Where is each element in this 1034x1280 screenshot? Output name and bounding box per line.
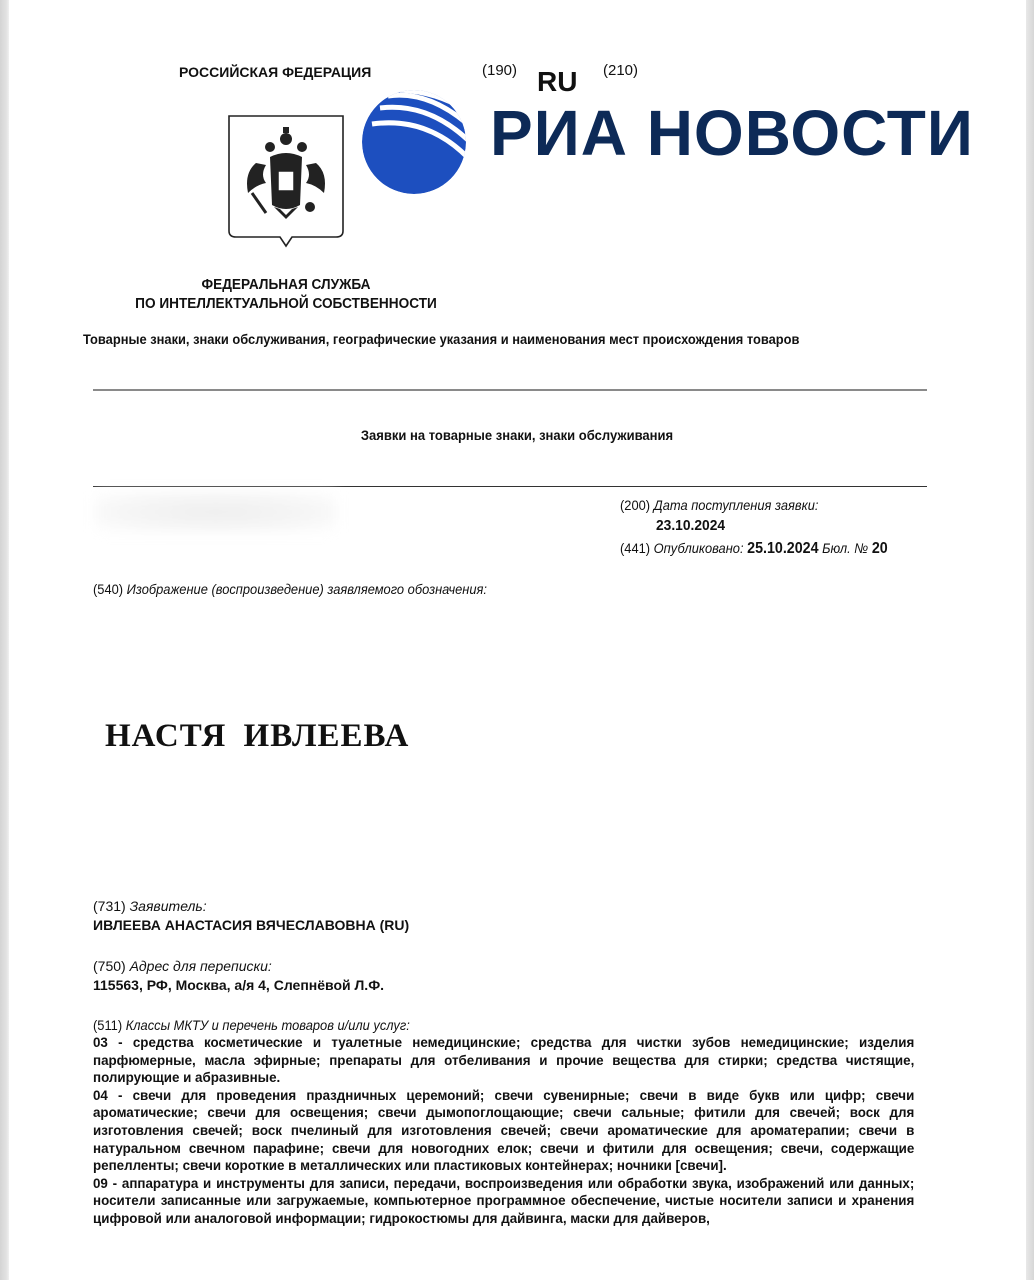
page-edge-left <box>0 0 9 1280</box>
russian-coat-of-arms-icon <box>226 113 346 249</box>
bulletin-number: 20 <box>871 540 888 557</box>
page-edge-right <box>1026 0 1034 1280</box>
country-heading: РОССИЙСКАЯ ФЕДЕРАЦИЯ <box>179 64 372 80</box>
field-code-750: (750) <box>93 958 126 974</box>
field-code-540: (540) <box>93 581 124 597</box>
field-code-200: (200) <box>620 497 651 513</box>
agency-name <box>92 276 479 314</box>
class-item-09: 09 - аппаратура и инструменты для записи, передачи, воспроизведения или обработки звука, изображений или данных; носители записанные или загружаемые, компьютерное программное обеспечение, чистые носители записи и хранения цифровой или аналоговой информации; гидрокостюмы для дайвинга, маски для дайверов, <box>93 1174 915 1226</box>
classes-label <box>93 1017 410 1033</box>
classes-caption: Классы МКТУ и перечень товаров и/или услуг: <box>125 1017 410 1033</box>
filing-date-label <box>620 497 818 513</box>
field-code-210: (210) <box>603 62 639 79</box>
ria-novosti-watermark: РИА НОВОСТИ <box>490 97 974 169</box>
publication-info <box>620 540 888 558</box>
address-caption: Адрес для переписки: <box>129 958 272 974</box>
filing-date-caption: Дата поступления заявки: <box>653 497 819 513</box>
country-code: RU <box>537 66 578 97</box>
filing-date-value: 23.10.2024 <box>656 517 726 534</box>
field-code-441: (441) <box>620 540 651 556</box>
applicant-caption: Заявитель: <box>129 898 207 914</box>
field-code-731: (731) <box>93 898 126 914</box>
redacted-application-number <box>96 492 336 532</box>
applicant-label <box>93 898 207 914</box>
correspondence-address: 115563, РФ, Москва, а/я 4, Слепнёвой Л.Ф. <box>93 977 385 993</box>
class-item-03: 03 - средства косметические и туалетные немедицинские; средства для чистки зубов немедицинские; изделия парфюмерные, масла эфирные; препараты для отбеливания и прочие вещества для стирки; средства чистящие, полирующие и абразивные. <box>93 1034 915 1086</box>
applicant-name: ИВЛЕЕВА АНАСТАСИЯ ВЯЧЕСЛАВОВНА (RU) <box>93 917 410 933</box>
ria-novosti-globe-icon <box>360 84 472 194</box>
field-code-511: (511) <box>93 1017 123 1033</box>
publication-caption: Опубликовано: <box>653 540 744 556</box>
mark-image-label <box>93 581 487 597</box>
trademark-text: НАСТЯ ИВЛЕЕВА <box>105 718 410 754</box>
bulletin-label: Бюл. № <box>822 540 869 556</box>
address-label <box>93 958 272 974</box>
class-list <box>93 1034 914 1228</box>
divider <box>93 389 927 391</box>
field-code-190: (190) <box>482 62 518 79</box>
agency-name-line-1: ФЕДЕРАЛЬНАЯ СЛУЖБА <box>201 277 371 293</box>
document-subtitle: Товарные знаки, знаки обслуживания, географические указания и наименования мест происхождения товаров <box>83 331 800 347</box>
section-title: Заявки на товарные знаки, знаки обслуживания <box>360 427 674 443</box>
agency-name-line-2: ПО ИНТЕЛЛЕКТУАЛЬНОЙ СОБСТВЕННОСТИ <box>135 296 437 312</box>
class-item-04: 04 - свечи для проведения праздничных церемоний; свечи сувенирные; свечи в виде букв или цифр; свечи ароматические; свечи для освещения; свечи дымопоглощающие; свечи сальные; фитили для свечей; воск для изготовления свечей; воск пчелиный для изготовления свечей; свечи ароматические для ароматерапии; свечи в натуральном свечном парафине; свечи для новогодних елок; свечи и фитили для освещения; свечи, содержащие репелленты; свечи короткие в металлических или пластиковых контейнерах; ночники [свечи]. <box>93 1086 915 1174</box>
divider <box>93 486 927 487</box>
publication-date: 25.10.2024 <box>747 540 819 557</box>
mark-image-caption: Изображение (воспроизведение) заявляемого обозначения: <box>126 581 488 597</box>
